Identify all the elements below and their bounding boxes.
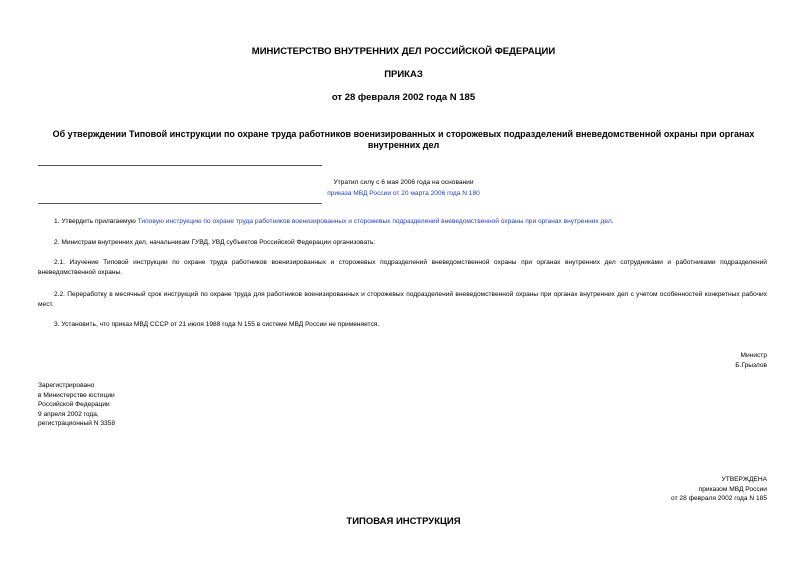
ministry-heading: МИНИСТЕРСТВО ВНУТРЕННИХ ДЕЛ РОССИЙСКОЙ ФЕДЕРАЦИИ [251,46,556,57]
registration-block [38,381,115,429]
paragraph-3: 3. Установить, что приказ МВД СССР от 21 июля 1988 года N 155 в системе МВД России не применяется. [54,321,380,328]
signature-name: Б.Грызлов [735,361,767,369]
paragraph-2-1: 2.1. Изучение Типовой инструкции по охране труда работников военизированных и сторожевых подразделений вневедомственной охраны при органах внутренних дел сотрудниками и работниками подразделений вневедомственной охраны. [38,259,767,276]
annulment-text: Утратил силу с 6 мая 2006 года на основании [333,179,474,186]
paragraph-1 [38,217,767,227]
registration-line: Российской Федерации [38,401,110,408]
order-heading: ПРИКАЗ [384,69,423,80]
signature-position: Министр [740,352,767,359]
paragraph-2-2: 2.2. Переработку в месячный срок инструкций по охране труда для работников военизированных и сторожевых подразделений вневедомственной охраны при органах внутренних дел с учетом особенностей конкретных рабочих мест. [38,291,767,308]
document-title: Об утверждении Типовой инструкции по охране труда работников военизированных и сторожевых подразделений вневедомственной охраны при органах внутренних дел [52,129,755,150]
paragraph-2: 2. Министрам внутренних дел, начальникам ГУВД, УВД субъектов Российской Федерации организовать: [54,239,376,246]
divider-bottom [38,203,322,204]
paragraph-1-prefix: 1. Утвердить прилагаемую [54,218,138,225]
approval-line: от 28 февраля 2002 года N 185 [671,495,767,502]
registration-line: регистрационный N 3358 [38,420,116,427]
annulment-note [0,177,807,199]
order-date-number: от 28 февраля 2002 года N 185 [331,92,476,103]
approval-line: УТВЕРЖДЕНА [721,476,767,483]
approval-block [671,475,767,504]
registration-line: Зарегистрировано [38,382,95,389]
registration-line: 9 апреля 2002 года, [38,410,99,418]
divider-top [38,165,322,166]
annulment-link[interactable]: приказа МВД России от 20 марта 2006 года N 180 [327,190,480,197]
instruction-heading: ТИПОВАЯ ИНСТРУКЦИЯ [346,516,461,527]
signature-block [735,351,767,370]
approval-line: приказом МВД России [698,485,767,493]
registration-line: в Министерстве юстиции [38,391,115,399]
instruction-link[interactable]: Типовую инструкцию по охране труда работников военизированных и сторожевых подразделений вневедомственной охраны при органах внутренних дел [137,218,612,225]
paragraph-1-suffix: . [611,218,614,225]
